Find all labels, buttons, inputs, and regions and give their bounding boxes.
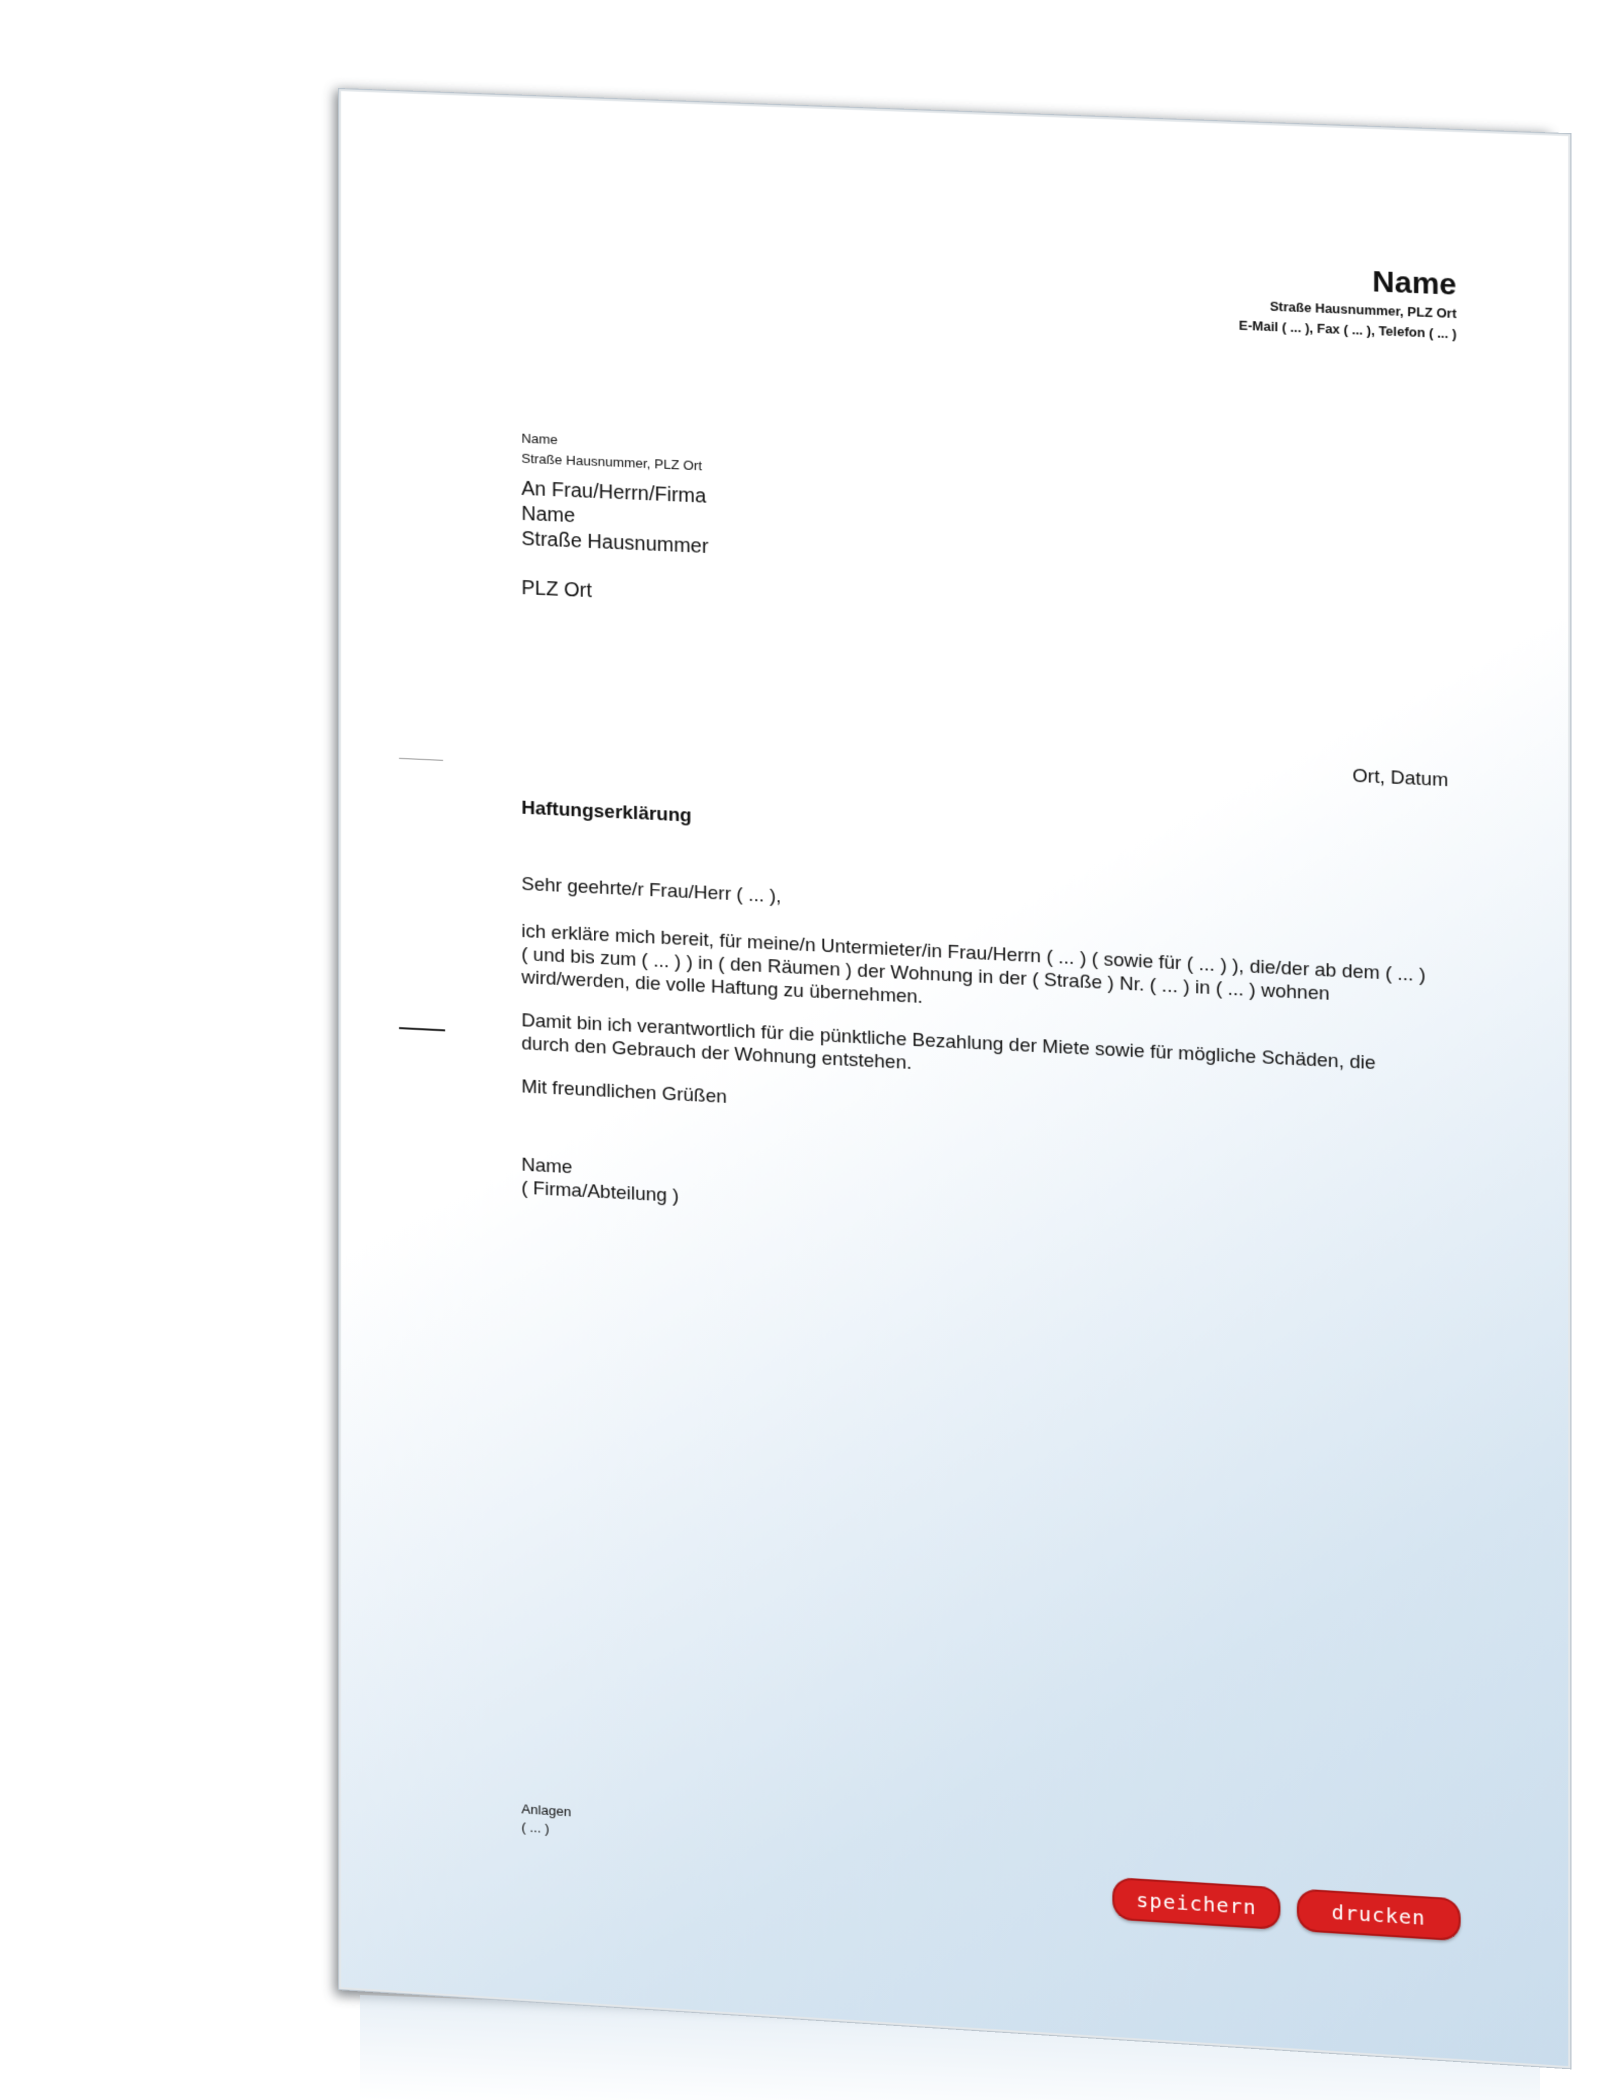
recipient-line-1: An Frau/Herrn/Firma xyxy=(521,477,707,508)
sender-name: Name xyxy=(521,430,558,448)
recipient-line-4: PLZ Ort xyxy=(521,577,592,603)
salutation: Sehr geehrte/r Frau/Herr ( ... ), xyxy=(521,873,782,908)
sender-return-address xyxy=(521,429,702,477)
attachments-value: ( ... ) xyxy=(521,1819,550,1837)
closing: Mit freundlichen Grüßen xyxy=(521,1076,727,1108)
save-button[interactable]: speichern xyxy=(1112,1877,1280,1930)
signature-department: ( Firma/Abteilung ) xyxy=(521,1177,679,1207)
sender-address: Straße Hausnummer, PLZ Ort xyxy=(521,450,703,474)
recipient-address xyxy=(521,477,708,610)
letterhead xyxy=(1239,259,1457,345)
fold-mark-top xyxy=(399,758,443,761)
letterhead-contact: E-Mail ( ... ), Fax ( ... ), Telefon ( ... ) xyxy=(1238,317,1457,342)
attachments-block xyxy=(521,1800,571,1839)
letterhead-name: Name xyxy=(1372,264,1457,302)
print-button[interactable]: drucken xyxy=(1297,1888,1461,1941)
subject-line: Haftungserklärung xyxy=(521,797,692,827)
letterhead-address: Straße Hausnummer, PLZ Ort xyxy=(1269,298,1457,322)
place-date: Ort, Datum xyxy=(1352,765,1449,792)
letter-sheet xyxy=(338,88,1571,2069)
letter-body xyxy=(521,873,1427,1165)
recipient-line-3: Straße Hausnummer xyxy=(521,527,709,559)
punch-mark xyxy=(399,1027,445,1031)
signature-name: Name xyxy=(521,1154,573,1179)
recipient-line-2: Name xyxy=(521,502,576,528)
body-paragraph-2: Damit bin ich verantwortlich für die pünktliche Bezahlung der Miete sowie für mögliche Schäden, die durch den Gebrauch der Wohnung entstehen. xyxy=(521,1010,1376,1075)
signature-block xyxy=(521,1154,678,1208)
attachments-label: Anlagen xyxy=(521,1801,572,1820)
body-paragraph-1: ich erkläre mich bereit, für meine/n Untermieter/in Frau/Herrn ( ... ) ( sowie für ( ... ) ), die/der ab dem ( ... ) ( und bis zum ( ... ) ) in ( den Räumen ) der Wohnung in der ( Straße ) Nr. ( ... ) in ( ... ) wohnen wird/werden, die volle Haftung zu übernehmen. xyxy=(521,920,1426,1009)
